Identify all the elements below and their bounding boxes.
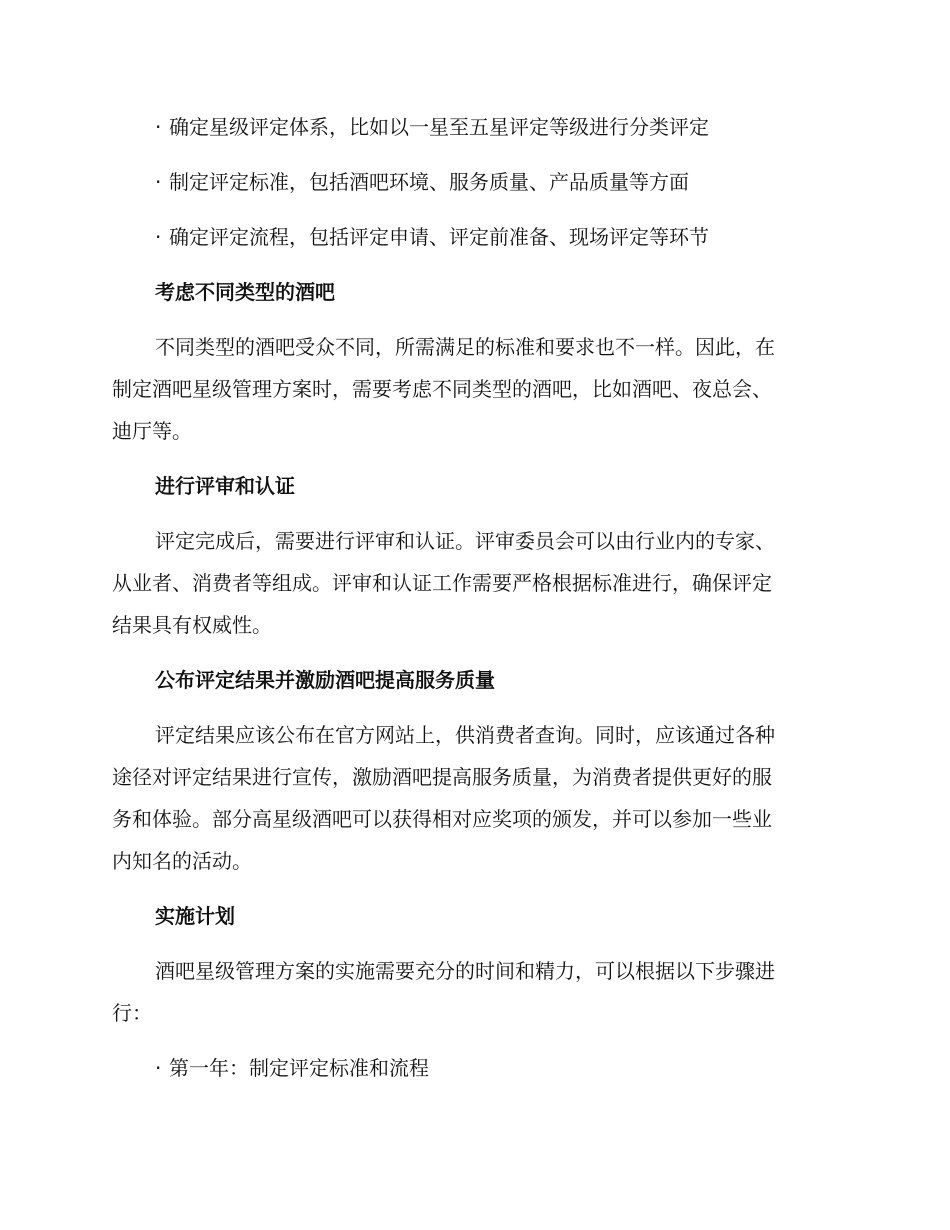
bullet-item <box>155 223 885 251</box>
bullet-dot: · <box>155 170 162 194</box>
section-heading: 实施计划 <box>155 904 235 928</box>
paragraph-line: 不同类型的酒吧受众不同，所需满足的标准和要求也不一样。因此，在 <box>155 335 775 359</box>
section-heading: 进行评审和认证 <box>155 474 295 498</box>
bullet-text: 第一年：制定评定标准和流程 <box>169 1056 429 1080</box>
paragraph-line: 途径对评定结果进行宣传，激励酒吧提高服务质量，为消费者提供更好的服 <box>112 765 772 789</box>
paragraph-line: 迪厅等。 <box>112 419 192 443</box>
paragraph-line: 从业者、消费者等组成。评审和认证工作需要严格根据标准进行，确保评定 <box>112 571 772 595</box>
bullet-dot: · <box>155 225 162 249</box>
paragraph-line: 评定完成后，需要进行评审和认证。评审委员会可以由行业内的专家、 <box>155 529 775 553</box>
section-heading: 考虑不同类型的酒吧 <box>155 280 335 304</box>
paragraph-line: 酒吧星级管理方案的实施需要充分的时间和精力，可以根据以下步骤进 <box>155 959 775 983</box>
paragraph-line: 结果具有权威性。 <box>112 613 272 637</box>
section-heading: 公布评定结果并激励酒吧提高服务质量 <box>155 668 495 692</box>
paragraph-line: 制定酒吧星级管理方案时，需要考虑不同类型的酒吧，比如酒吧、夜总会、 <box>112 377 772 401</box>
bullet-item <box>155 113 885 141</box>
bullet-text: 制定评定标准，包括酒吧环境、服务质量、产品质量等方面 <box>169 170 689 194</box>
bullet-item <box>155 168 885 196</box>
paragraph-line: 行： <box>112 1001 152 1025</box>
paragraph-line: 内知名的活动。 <box>112 849 252 873</box>
paragraph-line: 评定结果应该公布在官方网站上，供消费者查询。同时，应该通过各种 <box>155 723 775 747</box>
bullet-dot: · <box>155 115 162 139</box>
bullet-text: 确定星级评定体系，比如以一星至五星评定等级进行分类评定 <box>169 115 709 139</box>
bullet-item <box>155 1054 885 1082</box>
paragraph-line: 务和体验。部分高星级酒吧可以获得相对应奖项的颁发，并可以参加一些业 <box>112 807 772 831</box>
bullet-text: 确定评定流程，包括评定申请、评定前准备、现场评定等环节 <box>169 225 709 249</box>
bullet-dot: · <box>155 1056 162 1080</box>
